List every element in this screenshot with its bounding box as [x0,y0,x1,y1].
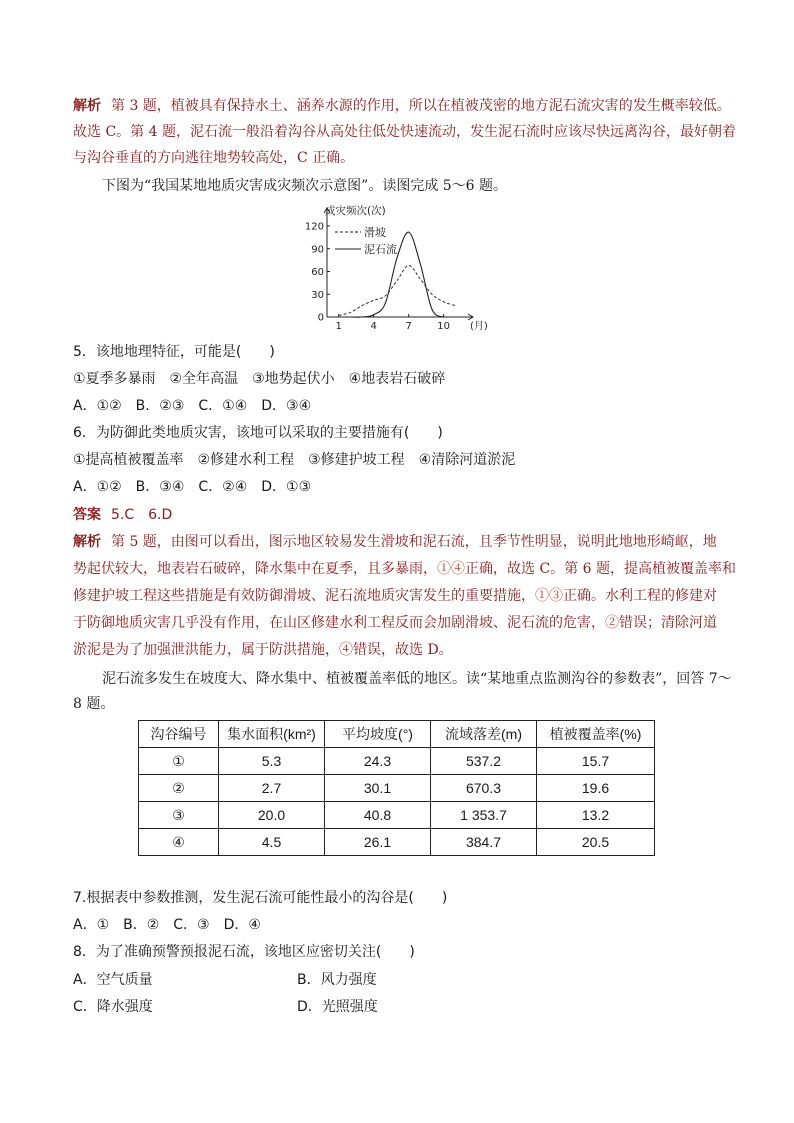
table-cell: 384.7 [431,829,537,856]
analysis-label-2: 解析 [73,534,101,550]
answer-label: 答案 [73,507,101,523]
x-tick-label: 1 [335,321,342,332]
table-cell: ③ [139,802,219,829]
y-tick-label: 120 [305,221,324,233]
table-cell: 1 353.7 [431,802,537,829]
table-cell: ① [139,748,219,775]
table-row [139,775,655,802]
table-header: 沟谷编号 [139,721,219,748]
analysis-3-4-line1 [73,96,734,116]
x-tick-label: 7 [405,321,412,332]
table-intro-line1: 泥石流多发生在坡度大、降水集中、植被覆盖率低的地区。读“某地重点监测沟谷的参数表”，回答 7～ [102,671,732,687]
table-header: 平均坡度(°) [325,721,431,748]
q6-options: ①提高植被覆盖率 ②修建水利工程 ③修建护坡工程 ④清除河道淤泥 [73,452,516,468]
analysis-text-2: 第 5 题，由图可以看出，图示地区较易发生滑坡和泥石流，且季节性明显，说明此地地形崎岖，地 [111,534,717,550]
analysis-5-6-line4 [73,613,734,633]
y-tick-label: 0 [317,312,324,324]
analysis-5-6-line3 [73,586,734,606]
table-row [139,748,655,775]
highlight-answer-14: ①④ [437,561,465,577]
table-cell: 670.3 [431,775,537,802]
x-tick-label: 10 [437,321,451,332]
q7-choices: A．① B．② C．③ D．④ [73,917,261,933]
legend-label: 泥石流 [364,243,397,256]
q6-stem: 6．为防御此类地质灾害，该地可以采取的主要措施有( ) [73,425,443,441]
table-cell: 4.5 [219,829,325,856]
q8-stem: 8．为了准确预警预报泥石流，该地区应密切关注( ) [73,944,415,960]
chart-intro: 下图为“我国某地地质灾害成灾频次示意图”。读图完成 5～6 题。 [102,178,508,194]
table-cell: ④ [139,829,219,856]
table-header: 植被覆盖率(%) [537,721,655,748]
table-cell: 26.1 [325,829,431,856]
table-row [139,802,655,829]
analysis-seg: 错误；清除河道 [619,615,717,631]
table-cell: 13.2 [537,802,655,829]
q8-option-d: D．光照强度 [297,999,378,1015]
disaster-frequency-chart [305,200,505,335]
analysis-seg: 势起伏较大，地表岩石破碎，降水集中在夏季，且多暴雨， [73,561,437,577]
series-line-landslide [339,265,456,315]
analysis-5-6-line5: 淤泥是为了加强泄洪能力，属于防洪措施，④错误，故选 D。 [73,642,453,658]
table-cell: 24.3 [325,748,431,775]
q7-stem: 7.根据表中参数推测，发生泥石流可能性最小的沟谷是( ) [73,890,448,906]
table-cell: 537.2 [431,748,537,775]
gully-parameter-table [138,720,655,856]
table-cell: 2.7 [219,775,325,802]
table-cell: ② [139,775,219,802]
highlight-answer-13: ①③ [535,588,563,604]
analysis-3-4-line3: 与沟谷垂直的方向逃往地势较高处，C 正确。 [73,150,355,166]
analysis-5-6-line1 [73,532,734,552]
y-tick-label: 60 [311,267,324,278]
analysis-seg: 于防御地质灾害几乎没有作用，在山区修建水利工程反而会加剧滑坡、泥石流的危害， [73,615,605,631]
answer-text: 5.C 6.D [111,507,173,523]
analysis-5-6-line2 [73,559,734,579]
y-tick-label: 90 [311,244,324,256]
q8-option-a: A．空气质量 [73,972,153,988]
answer-line [73,505,734,525]
q8-option-b: B．风力强度 [297,972,377,988]
table-cell: 5.3 [219,748,325,775]
q5-options: ①夏季多暴雨 ②全年高温 ③地势起伏小 ④地表岩石破碎 [73,371,446,387]
table-cell: 15.7 [537,748,655,775]
legend-label: 滑坡 [364,226,386,239]
table-row [139,829,655,856]
table-cell: 30.1 [325,775,431,802]
q5-choices: A．①② B．②③ C．①④ D．③④ [73,398,312,414]
analysis-text: 第 3 题，植被具有保持水土、涵养水源的作用，所以在植被茂密的地方泥石流灾害的发生概率较低。 [111,98,731,114]
table-cell: 20.5 [537,829,655,856]
analysis-seg: 修建护坡工程这些措施是有效防御滑坡、泥石流地质灾害发生的重要措施， [73,588,535,604]
table-cell: 19.6 [537,775,655,802]
y-tick-label: 30 [311,289,324,301]
table-header: 集水面积(km²) [219,721,325,748]
table-header: 流域落差(m) [431,721,537,748]
table-header-row [139,721,655,748]
table-cell: 20.0 [219,802,325,829]
analysis-3-4-line2: 故选 C。第 4 题，泥石流一般沿着沟谷从高处往低处快速流动，发生泥石流时应该尽快远离沟谷，最好朝着 [73,124,736,140]
analysis-seg: 正确，故选 C。第 6 题，提高植被覆盖率和 [465,561,736,577]
table-intro-line2: 8 题。 [73,696,115,712]
q8-option-c: C．降水强度 [73,999,153,1015]
table-cell: 40.8 [325,802,431,829]
q5-stem: 5．该地地理特征，可能是( ) [73,344,275,360]
highlight-answer-2: ② [605,615,619,631]
analysis-label: 解析 [73,98,101,114]
analysis-seg: 正确。水利工程的修建对 [563,588,717,604]
q6-choices: A．①② B．③④ C．②④ D．①③ [73,479,312,495]
y-axis-label: 成灾频次(次) [325,205,386,217]
x-axis-label: (月) [470,321,488,332]
x-tick-label: 4 [370,321,377,332]
